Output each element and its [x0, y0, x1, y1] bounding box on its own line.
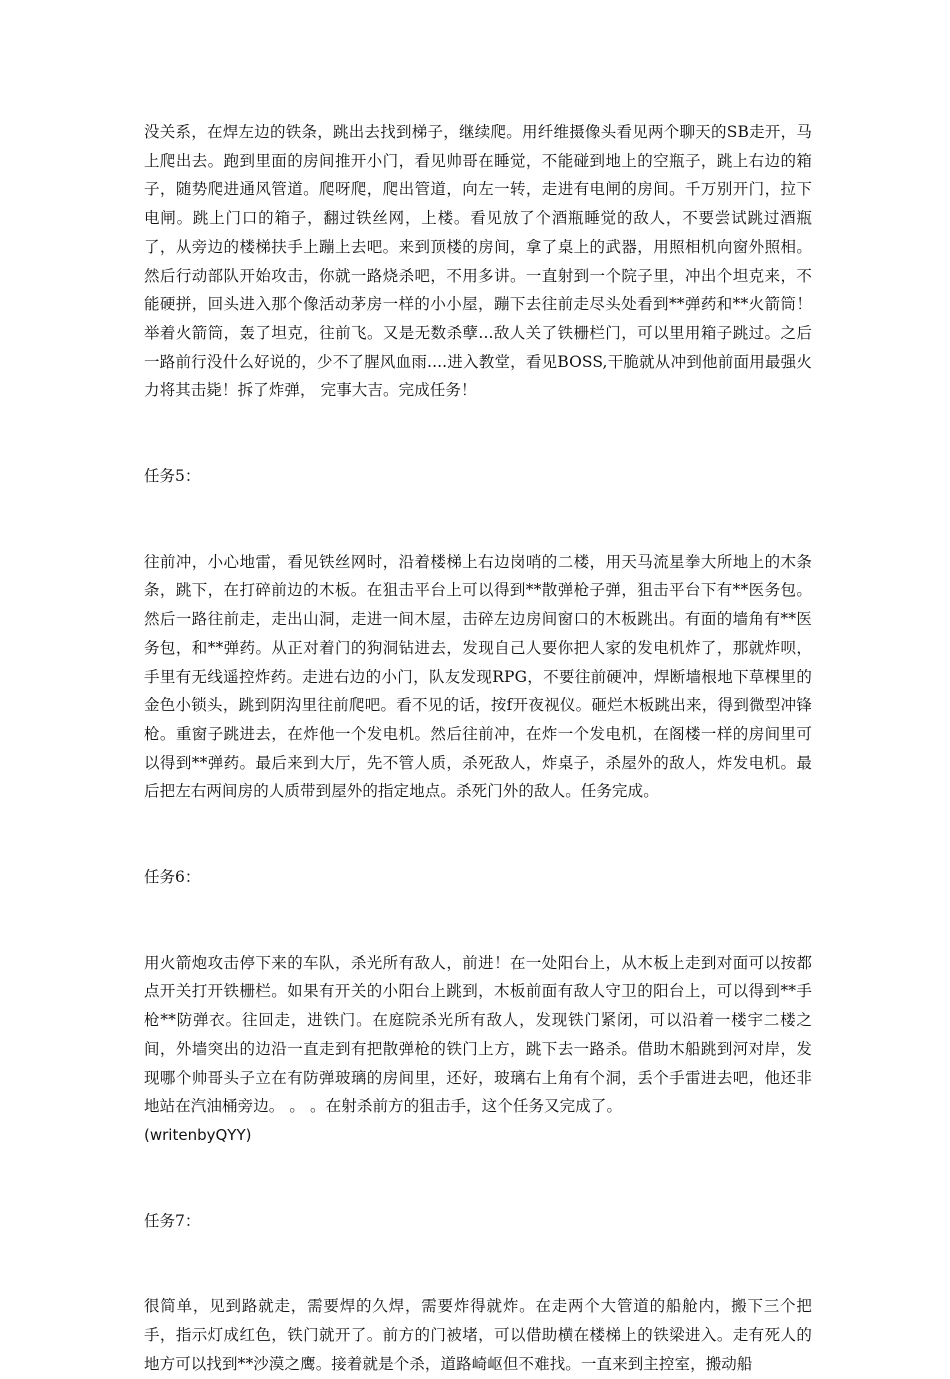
mission-7-walkthrough-paragraph: 很简单，见到路就走，需要焊的久焊，需要炸得就炸。在走两个大管道的船舱内，搬下三个把手，指示灯成红色，铁门就开了。前方的门被堵，可以借助横在楼梯上的铁梁进入。走有死人的地方可以找到**沙漠之鹰。接着就是个杀，道路崎岖但不难找。一直来到主控室，搬动船	[144, 1297, 812, 1373]
spacer	[144, 1235, 812, 1292]
mission-6-walkthrough-paragraph: 用火箭炮攻击停下来的车队，杀光所有敌人，前进！在一处阳台上，从木板上走到对面可以按都点开关打开铁栅栏。如果有开关的小阳台上跳到，木板前面有敌人守卫的阳台上，可以得到**手枪**防弹衣。往回走，进铁门。在庭院杀光所有敌人，发现铁门紧闭，可以沿着一楼宇二楼之间，外墙突出的边沿一直走到有把散弹枪的铁门上方，跳下去一路杀。借助木船跳到河对岸，发现哪个帅哥头子立在有防弹玻璃的房间里，还好，玻璃右上角有个洞，丢个手雷进去吧，他还非地站在汽油桶旁边。 。 。在射杀前方的狙击手，这个任务又完成了。	[144, 953, 812, 1116]
document-body	[144, 118, 812, 1379]
mission-5-heading: 任务5：	[144, 467, 201, 486]
spacer	[144, 1150, 812, 1207]
spacer	[144, 892, 812, 949]
mission-7-heading: 任务7：	[144, 1211, 201, 1230]
spacer	[144, 806, 812, 863]
mission-6-heading: 任务6：	[144, 868, 201, 887]
mission-4-walkthrough-paragraph: 没关系，在焊左边的铁条，跳出去找到梯子，继续爬。用纤维摄像头看见两个聊天的SB走开，马上爬出去。跑到里面的房间推开小门，看见帅哥在睡觉，不能碰到地上的空瓶子，跳上右边的箱子，随势爬进通风管道。爬呀爬，爬出管道，向左一转，走进有电闸的房间。千万别开门，拉下电闸。跳上门口的箱子，翻过铁丝网，上楼。看见放了个酒瓶睡觉的敌人，不要尝试跳过酒瓶了，从旁边的楼梯扶手上蹦上去吧。来到顶楼的房间，拿了桌上的武器，用照相机向窗外照相。然后行动部队开始攻击，你就一路烧杀吧，不用多讲。一直射到一个院子里，冲出个坦克来，不能硬拼，回头进入那个像活动茅房一样的小小屋，蹦下去往前走尽头处看到**弹药和**火箭筒！举着火箭筒，轰了坦克，往前飞。又是无数杀孽...敌人关了铁栅栏门，可以里用箱子跳过。之后一路前行没什么好说的，少不了腥风血雨....进入教堂，看见BOSS,干脆就从冲到他前面用最强火力将其击毙！拆了炸弹， 完事大吉。完成任务！	[144, 123, 812, 400]
spacer	[144, 491, 812, 548]
mission-5-walkthrough-paragraph: 往前冲，小心地雷，看见铁丝网时，沿着楼梯上右边岗哨的二楼，用天马流星拳大所地上的木条条，跳下，在打碎前边的木板。在狙击平台上可以得到**散弹枪子弹，狙击平台下有**医务包。然后一路往前走，走出山洞，走进一间木屋，击碎左边房间窗口的木板跳出。有面的墙角有**医务包，和**弹药。从正对着门的狗洞钻进去，发现自己人要你把人家的发电机炸了，那就炸呗，手里有无线遥控炸药。走进右边的小门，队友发现RPG，不要往前硬冲，焊断墙根地下草棵里的金色小锁头，跳到阴沟里往前爬吧。看不见的话，按f开夜视仪。砸烂木板跳出来，得到微型冲锋枪。重窗子跳进去，在炸他一个发电机。然后往前冲，在炸一个发电机，在阁楼一样的房间里可以得到**弹药。最后来到大厅，先不管人质，杀死敌人，炸桌子，杀屋外的敌人，炸发电机。最后把左右两间房的人质带到屋外的指定地点。杀死门外的敌人。任务完成。	[144, 552, 812, 801]
spacer	[144, 405, 812, 462]
author-signature: (writenbyQYY)	[144, 1125, 252, 1144]
